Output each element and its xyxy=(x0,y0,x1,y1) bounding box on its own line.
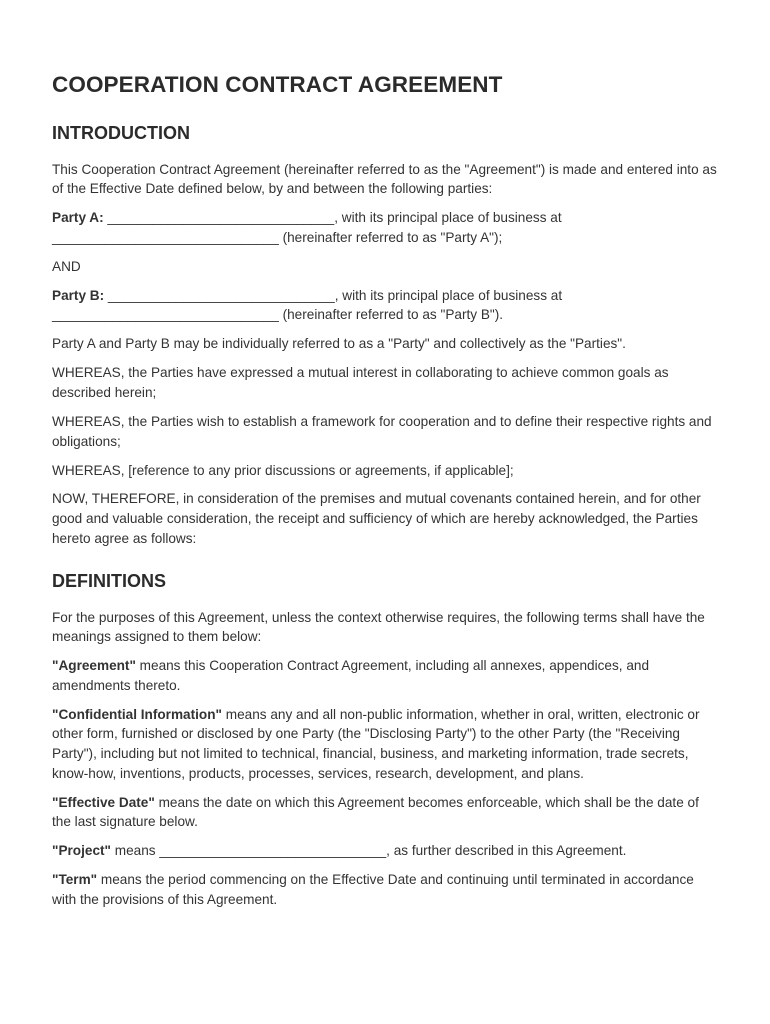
introduction-heading: INTRODUCTION xyxy=(52,123,190,144)
definition-item xyxy=(52,870,720,909)
and-separator: AND xyxy=(52,258,81,274)
whereas-clause-2: WHEREAS, the Parties wish to establish a framework for cooperation and to define their respective rights and obligations; xyxy=(52,413,712,449)
party-a-clause xyxy=(52,208,720,247)
definition-text: means any and all non-public information, whether in oral, written, electronic or other form, furnished or disclosed by one Party (the "Disclosing Party") to the other Party (the "Receiving Party"), including but not limited to technical, financial, business, and marketing information, trade secrets, know-how, inventions, products, processes, services, research, development, and plans. xyxy=(52,706,700,781)
definition-item xyxy=(52,793,720,832)
document-page xyxy=(52,70,720,919)
party-b-text: ______________________________, with its principal place of business at ______________________________ (hereinafter referred to as "Party B"). xyxy=(52,287,563,323)
definition-text: means this Cooperation Contract Agreement, including all annexes, appendices, and amendments thereto. xyxy=(52,658,650,693)
whereas-clause-3: WHEREAS, [reference to any prior discussions or agreements, if applicable]; xyxy=(52,462,514,478)
definitions-intro: For the purposes of this Agreement, unless the context otherwise requires, the following terms shall have the meanings assigned to them below: xyxy=(52,609,705,645)
definition-item xyxy=(52,705,720,783)
introduction-opening: This Cooperation Contract Agreement (hereinafter referred to as the "Agreement") is made and entered into as of the Effective Date defined below, by and between the following parties: xyxy=(52,161,717,197)
parties-note: Party A and Party B may be individually referred to as a "Party" and collectively as the "Parties". xyxy=(52,336,626,352)
party-b-label: Party B: xyxy=(52,287,105,303)
definition-term: "Agreement" xyxy=(52,658,136,674)
definition-term: "Term" xyxy=(52,872,98,888)
party-a-label: Party A: xyxy=(52,210,104,226)
now-therefore-clause: NOW, THEREFORE, in consideration of the premises and mutual covenants contained herein, and for other good and valuable consideration, the receipt and sufficiency of which are hereby acknowledged, the Parties hereto agree as follows: xyxy=(52,491,701,546)
definition-text: means the period commencing on the Effective Date and continuing until terminated in accordance with the provisions of this Agreement. xyxy=(52,872,694,907)
document-title: COOPERATION CONTRACT AGREEMENT xyxy=(52,72,503,97)
definition-term: "Confidential Information" xyxy=(52,706,222,722)
whereas-clause-1: WHEREAS, the Parties have expressed a mutual interest in collaborating to achieve common goals as described herein; xyxy=(52,365,669,400)
definition-text: means the date on which this Agreement becomes enforceable, which shall be the date of the last signature below. xyxy=(52,794,699,830)
definition-term: "Project" xyxy=(52,843,111,859)
definitions-heading: DEFINITIONS xyxy=(52,571,167,592)
definition-item xyxy=(52,841,720,861)
definition-item xyxy=(52,656,720,695)
party-a-text: ______________________________, with its principal place of business at ______________________________ (hereinafter referred to as "Party A"); xyxy=(52,210,562,245)
definition-term: "Effective Date" xyxy=(52,794,155,810)
party-b-clause xyxy=(52,286,720,325)
definition-text: means ______________________________, as further described in this Agreement. xyxy=(110,843,627,859)
